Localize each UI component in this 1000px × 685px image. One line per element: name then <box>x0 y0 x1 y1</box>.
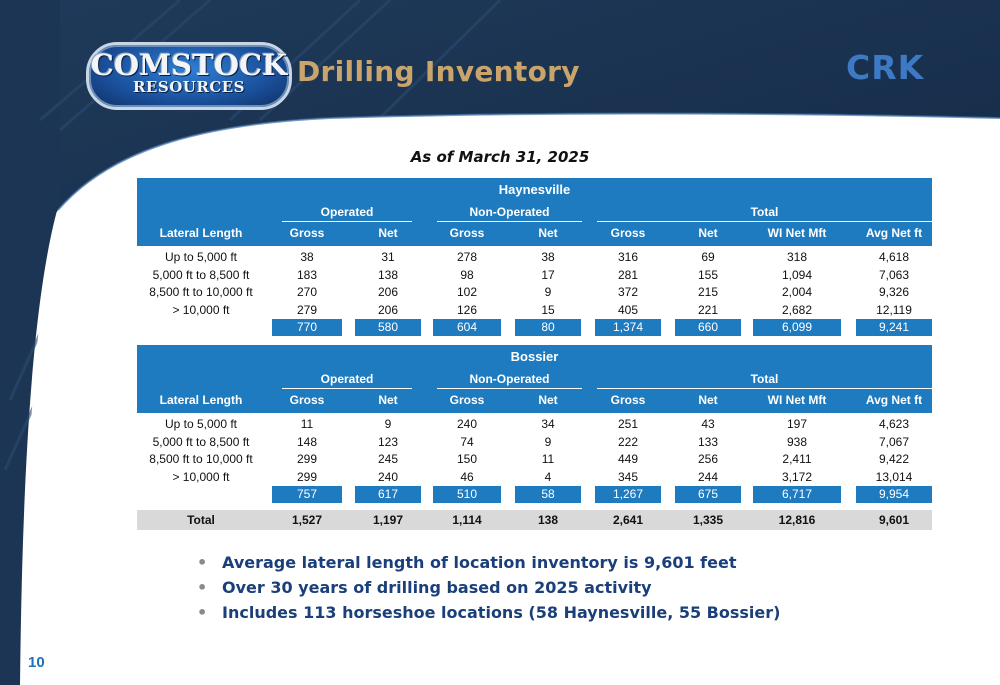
cell: 215 <box>697 285 719 299</box>
cell: 1,094 <box>781 267 813 282</box>
table-title: Haynesville <box>498 182 571 197</box>
subtotal-cell: 510 <box>433 486 501 503</box>
subtotal-cell: 757 <box>272 486 342 503</box>
table-title: Bossier <box>510 349 559 364</box>
subtotal-cell: 9,241 <box>856 319 932 336</box>
table-row <box>137 469 932 487</box>
cell: 123 <box>377 434 399 449</box>
table-row <box>137 249 932 267</box>
haynesville-table <box>137 178 932 338</box>
cell: 11 <box>541 452 555 466</box>
bossier-table <box>137 345 932 505</box>
cell: 240 <box>456 417 478 431</box>
cell: 13,014 <box>875 469 913 484</box>
cell-lateral-length: Up to 5,000 ft <box>164 417 238 431</box>
cell: 9 <box>544 285 552 299</box>
cell: 12,119 <box>876 302 912 317</box>
cell: 4 <box>544 469 552 484</box>
col-header-gross: Gross <box>289 226 325 240</box>
col-header-net: Net <box>698 226 718 240</box>
as-of-date: As of March 31, 2025 <box>410 148 590 166</box>
bullet-text: Over 30 years of drilling based on 2025 activity <box>222 578 652 597</box>
cell: 9 <box>544 434 552 449</box>
col-header-net: Net <box>378 393 398 407</box>
cell-lateral-length: > 10,000 ft <box>172 469 230 484</box>
col-header-gross: Gross <box>610 393 646 407</box>
cell: 449 <box>617 452 639 466</box>
bullet-item <box>197 553 780 578</box>
subtotal-cell: 6,099 <box>753 319 841 336</box>
cell-lateral-length: > 10,000 ft <box>172 302 230 317</box>
subtotal-row <box>137 486 932 505</box>
bullet-item <box>197 603 780 628</box>
page-number: 10 <box>28 654 45 671</box>
group-header-operated: Operated <box>282 372 412 389</box>
cell: 133 <box>697 434 719 449</box>
col-header-wi-net-mft: WI Net Mft <box>767 393 827 407</box>
cell: 126 <box>456 302 478 317</box>
cell: 17 <box>541 267 555 282</box>
cell: 150 <box>456 452 478 466</box>
cell: 316 <box>617 250 639 264</box>
total-cell: 1,197 <box>372 513 404 527</box>
bullet-text: Average lateral length of location inventory is 9,601 feet <box>222 553 737 572</box>
bullet-text: Includes 113 horseshoe locations (58 Haynesville, 55 Bossier) <box>222 603 781 622</box>
cell: 221 <box>697 302 719 317</box>
table-row <box>137 284 932 302</box>
cell: 38 <box>300 250 314 264</box>
cell: 405 <box>617 302 639 317</box>
cell: 206 <box>377 302 399 317</box>
group-header-operated: Operated <box>282 205 412 222</box>
group-header-non-operated: Non-Operated <box>437 372 582 389</box>
cell: 9 <box>384 417 392 431</box>
cell: 206 <box>377 285 399 299</box>
cell: 9,422 <box>878 452 910 466</box>
crk-logo: CRK <box>846 48 925 87</box>
cell: 197 <box>786 417 808 431</box>
subtotal-cell: 80 <box>515 319 581 336</box>
table-row <box>137 267 932 285</box>
total-cell: 9,601 <box>878 513 910 527</box>
subtotal-cell: 675 <box>675 486 741 503</box>
table-row <box>137 451 932 469</box>
cell: 279 <box>296 302 318 317</box>
page-title: Drilling Inventory <box>297 55 580 88</box>
cell: 270 <box>296 285 318 299</box>
cell: 7,063 <box>878 267 910 282</box>
logo-wordmark-line1: COMSTOCK <box>90 48 288 82</box>
cell: 155 <box>697 267 719 282</box>
cell: 245 <box>377 452 399 466</box>
col-header-gross: Gross <box>449 226 485 240</box>
cell: 4,618 <box>878 250 910 264</box>
cell: 34 <box>541 417 555 431</box>
subtotal-cell: 1,374 <box>595 319 661 336</box>
subtotal-cell: 58 <box>515 486 581 503</box>
cell: 7,067 <box>878 434 910 449</box>
group-header-non-operated: Non-Operated <box>437 205 582 222</box>
col-header-net: Net <box>538 226 558 240</box>
bullet-dot-icon: • <box>197 578 208 597</box>
cell: 9,326 <box>878 285 910 299</box>
subtotal-cell: 604 <box>433 319 501 336</box>
cell-lateral-length: 5,000 ft to 8,500 ft <box>152 267 250 282</box>
cell: 299 <box>296 469 318 484</box>
total-label: Total <box>187 513 215 527</box>
total-cell: 1,335 <box>692 513 724 527</box>
table-row <box>137 434 932 452</box>
cell: 318 <box>786 250 808 264</box>
table-row <box>137 302 932 320</box>
comstock-logo <box>86 42 292 110</box>
cell: 278 <box>456 250 478 264</box>
cell: 38 <box>541 250 555 264</box>
total-cell: 2,641 <box>612 513 644 527</box>
cell: 2,004 <box>781 285 813 299</box>
cell: 345 <box>617 469 639 484</box>
cell: 240 <box>377 469 399 484</box>
cell: 4,623 <box>878 417 910 431</box>
group-header-total: Total <box>597 372 932 389</box>
cell: 2,682 <box>781 302 813 317</box>
col-header-net: Net <box>698 393 718 407</box>
cell: 281 <box>617 267 639 282</box>
cell: 256 <box>697 452 719 466</box>
cell: 938 <box>786 434 808 449</box>
col-header-avg-net-ft: Avg Net ft <box>865 393 923 407</box>
cell: 299 <box>296 452 318 466</box>
col-header-net: Net <box>538 393 558 407</box>
cell: 251 <box>617 417 639 431</box>
cell-lateral-length: 8,500 ft to 10,000 ft <box>149 285 253 299</box>
col-header-lateral-length: Lateral Length <box>159 226 243 240</box>
bullet-dot-icon: • <box>197 603 208 622</box>
total-cell: 1,527 <box>291 513 323 527</box>
cell: 15 <box>541 302 555 317</box>
table-header <box>137 178 932 246</box>
col-header-lateral-length: Lateral Length <box>159 393 243 407</box>
subtotal-cell: 617 <box>355 486 421 503</box>
cell-lateral-length: 5,000 ft to 8,500 ft <box>152 434 250 449</box>
cell: 102 <box>456 285 478 299</box>
total-cell: 12,816 <box>778 513 816 527</box>
cell: 244 <box>697 469 719 484</box>
cell: 183 <box>296 267 318 282</box>
cell: 3,172 <box>781 469 813 484</box>
table-row <box>137 416 932 434</box>
subtotal-cell: 660 <box>675 319 741 336</box>
cell: 31 <box>381 250 395 264</box>
table-header <box>137 345 932 413</box>
cell: 222 <box>617 434 639 449</box>
subtotal-cell: 6,717 <box>753 486 841 503</box>
cell-lateral-length: Up to 5,000 ft <box>164 250 238 264</box>
cell: 372 <box>617 285 639 299</box>
logo-wordmark-line2: RESOURCES <box>132 78 246 96</box>
bullet-dot-icon: • <box>197 553 208 572</box>
cell: 11 <box>300 417 314 431</box>
subtotal-row <box>137 319 932 338</box>
col-header-gross: Gross <box>449 393 485 407</box>
group-header-total: Total <box>597 205 932 222</box>
bullet-item <box>197 578 780 603</box>
cell: 2,411 <box>782 452 812 466</box>
cell: 138 <box>377 267 399 282</box>
cell: 43 <box>701 417 715 431</box>
total-cell: 138 <box>537 513 559 527</box>
subtotal-cell: 580 <box>355 319 421 336</box>
col-header-gross: Gross <box>610 226 646 240</box>
subtotal-cell: 770 <box>272 319 342 336</box>
grand-total-row <box>137 510 932 530</box>
col-header-net: Net <box>378 226 398 240</box>
subtotal-cell: 9,954 <box>856 486 932 503</box>
bullet-list <box>197 553 780 628</box>
col-header-avg-net-ft: Avg Net ft <box>865 226 923 240</box>
col-header-gross: Gross <box>289 393 325 407</box>
cell: 69 <box>701 250 715 264</box>
cell: 46 <box>460 469 474 484</box>
total-cell: 1,114 <box>452 513 482 527</box>
col-header-wi-net-mft: WI Net Mft <box>767 226 827 240</box>
cell: 74 <box>460 434 474 449</box>
cell: 148 <box>296 434 318 449</box>
subtotal-cell: 1,267 <box>595 486 661 503</box>
cell: 98 <box>460 267 474 282</box>
cell-lateral-length: 8,500 ft to 10,000 ft <box>149 452 253 466</box>
